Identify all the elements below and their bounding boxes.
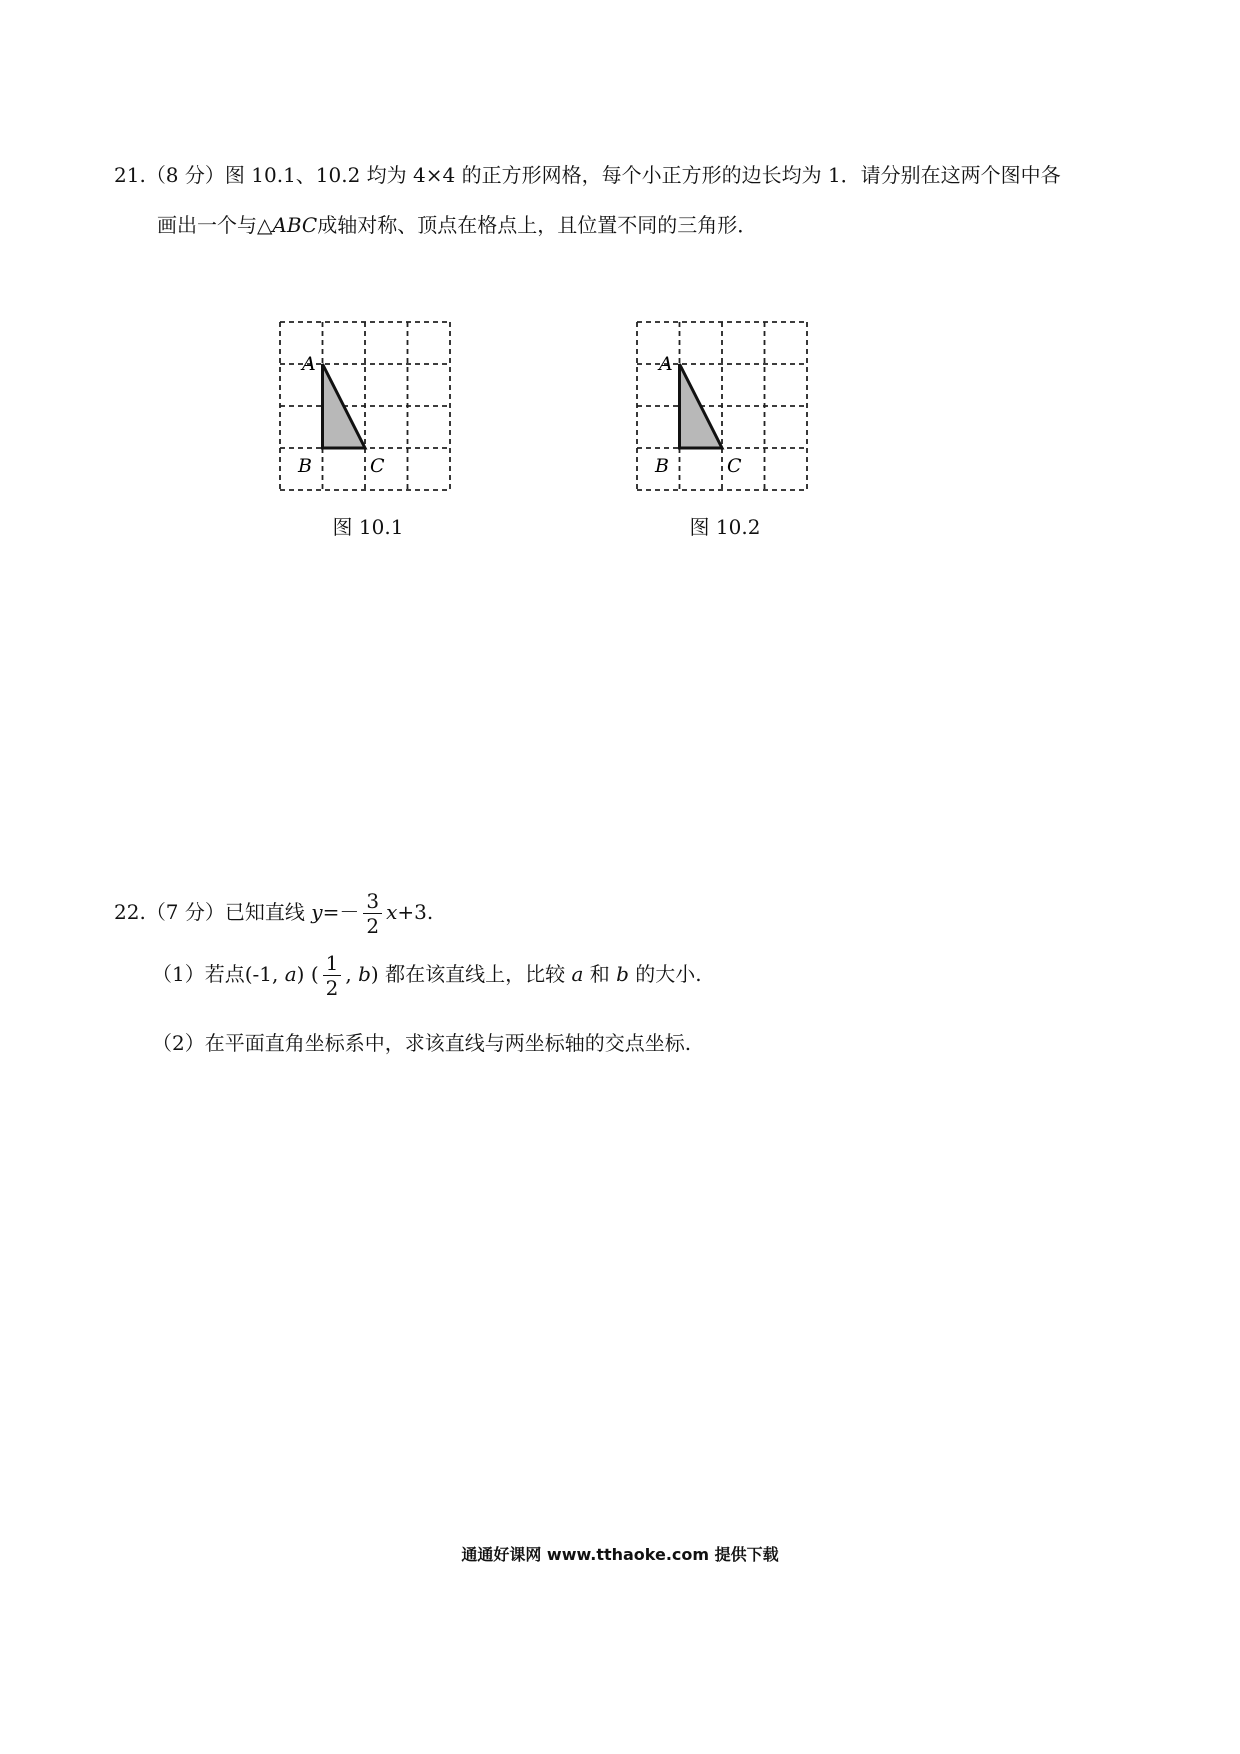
var-b: b xyxy=(616,962,629,986)
page-footer: 通通好课网 www.tthaoke.com 提供下载 xyxy=(461,1545,779,1564)
var-a: a xyxy=(571,962,584,986)
vertex-label-c: C xyxy=(370,455,385,477)
equals-minus: =－ xyxy=(322,900,360,924)
q21-line1 xyxy=(114,162,1061,188)
grid-figure-2 xyxy=(622,310,822,510)
fraction-one-half xyxy=(323,951,342,1000)
vertex-label-a: A xyxy=(659,353,673,375)
fraction-denominator: 2 xyxy=(366,914,380,938)
q22-stem xyxy=(114,888,433,938)
q21-text-line2-post: 成轴对称、顶点在格点上，且位置不同的三角形． xyxy=(317,213,758,237)
vertex-label-b: B xyxy=(298,455,312,477)
p1-text-post: ) 都在该直线上，比较 xyxy=(370,962,572,986)
q21-line2 xyxy=(157,212,757,238)
q21-number: 21. xyxy=(114,163,146,187)
triangle-name: ABC xyxy=(272,213,318,237)
p1-and: 和 xyxy=(583,962,617,986)
var-b: b xyxy=(358,962,371,986)
triangle-abc xyxy=(680,364,723,448)
grid-figure-1 xyxy=(265,310,465,510)
p1-text-end: 的大小. xyxy=(628,962,702,986)
vertex-label-c: C xyxy=(727,455,742,477)
fraction-three-halves xyxy=(363,889,382,938)
q22-part1 xyxy=(152,950,702,1000)
q21-score: （8 分） xyxy=(145,163,225,187)
figure-caption-1: 图 10.1 xyxy=(332,515,404,539)
p1-comma: , xyxy=(345,962,359,986)
var-a: a xyxy=(284,962,297,986)
q21-text-line1: 图 10.1、10.2 均为 4×4 的正方形网格，每个小正方形的边长均为 1．请分别在这两个图中各 xyxy=(224,163,1061,187)
var-x: x xyxy=(386,900,398,924)
var-y: y xyxy=(311,900,323,924)
triangle-abc xyxy=(323,364,366,448)
q22-stem-text: 已知直线 xyxy=(224,900,312,924)
fraction-denominator: 2 xyxy=(325,976,339,1000)
vertex-label-b: B xyxy=(655,455,669,477)
figure-caption-2: 图 10.2 xyxy=(689,515,761,539)
vertex-label-a: A xyxy=(302,353,316,375)
q21-text-line2-pre: 画出一个与△ xyxy=(157,213,273,237)
q22-part2: （2）在平面直角坐标系中，求该直线与两坐标轴的交点坐标. xyxy=(152,1031,692,1055)
p1-text-mid: ) ( xyxy=(296,962,319,986)
p1-text-pre: （1）若点(-1, xyxy=(152,962,285,986)
stem-constant: +3. xyxy=(397,900,434,924)
q22-score: （7 分） xyxy=(145,900,225,924)
q22-number: 22. xyxy=(114,900,146,924)
fraction-numerator: 3 xyxy=(363,889,382,914)
fraction-numerator: 1 xyxy=(323,951,342,976)
